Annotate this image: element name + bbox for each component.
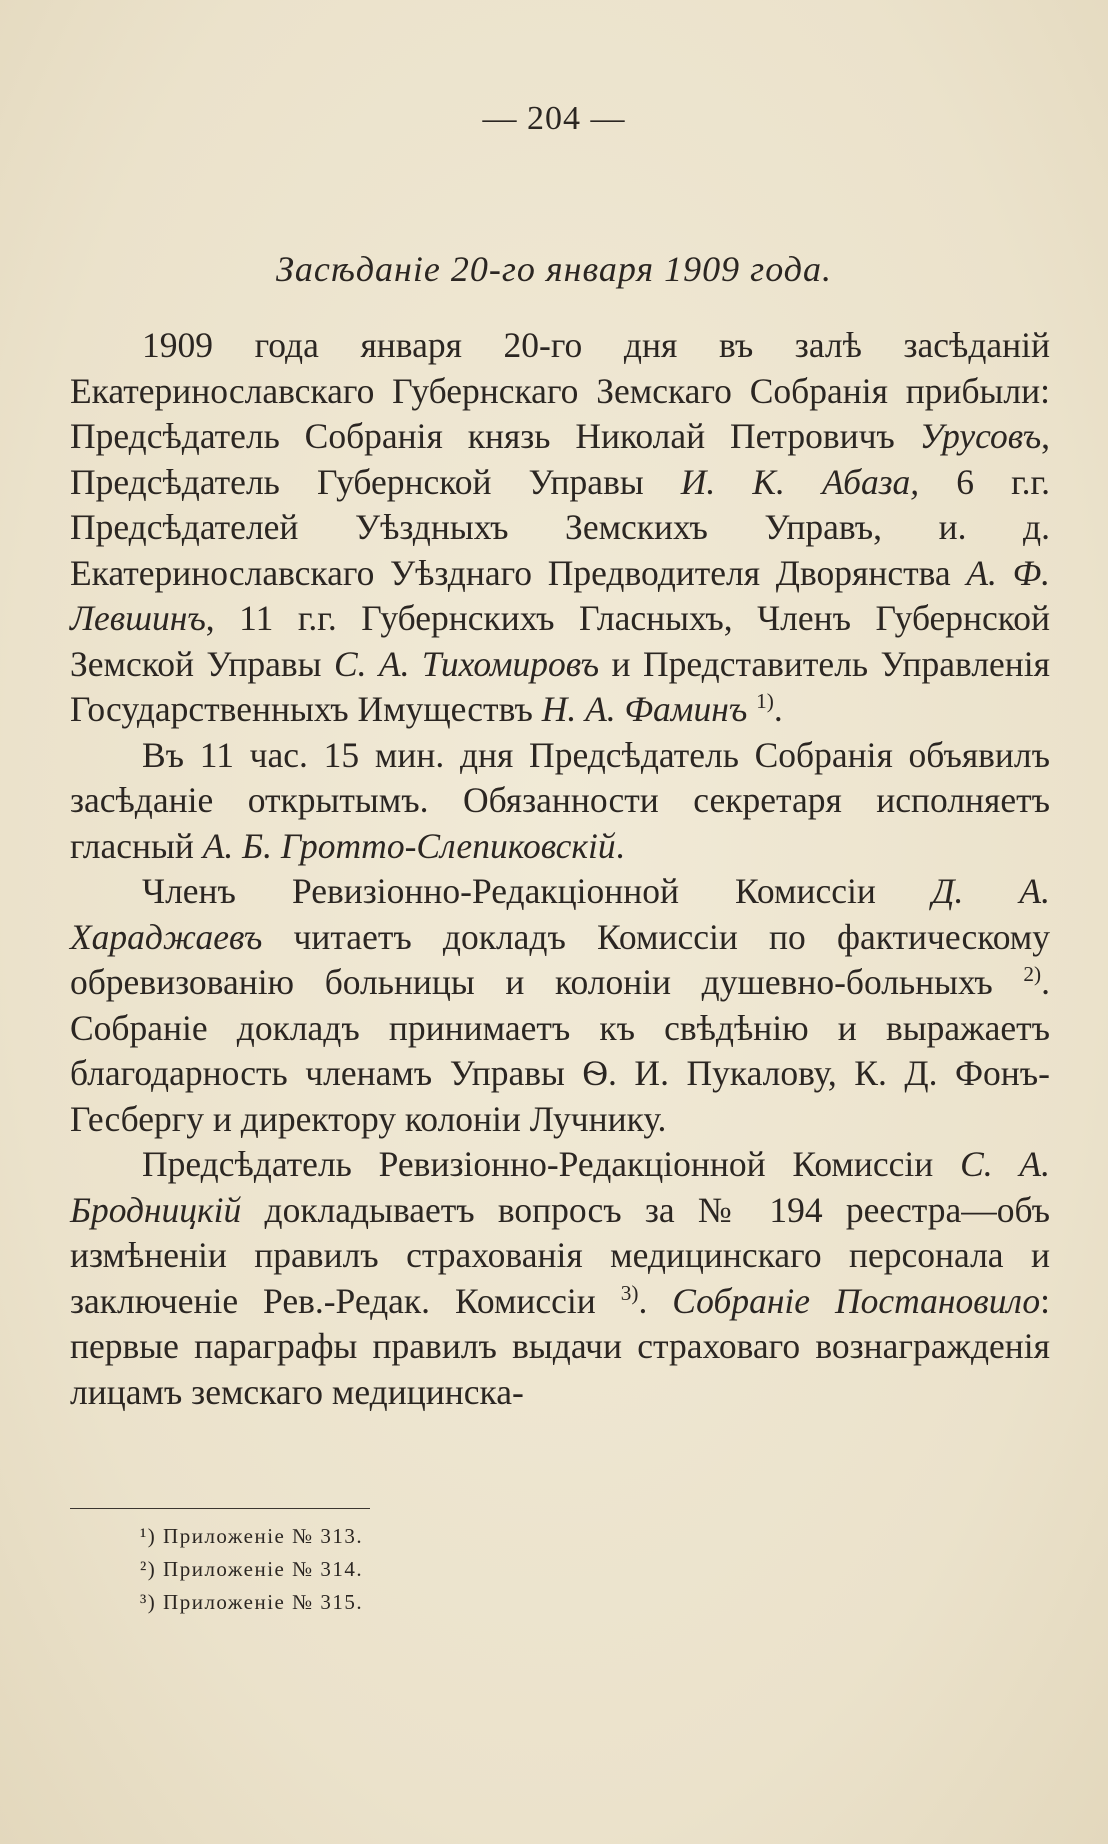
page-number: — 204 —: [482, 100, 626, 137]
text-segment: .: [638, 1280, 673, 1321]
footnote-divider: [70, 1508, 370, 1509]
footnote-ref: 2): [1023, 962, 1042, 987]
paragraph-3: [70, 869, 1050, 1142]
footnotes: [140, 1520, 740, 1619]
text-segment: 6 г.г. Предсѣдателей Уѣздныхъ Земскихъ Управъ, и. д. Екатеринославскаго Уѣзднаго Предводителя Дворянства: [70, 461, 1050, 593]
italic-name: С. А. Тихомировъ: [333, 643, 600, 684]
text-segment: Въ 11 час. 15 мин. дня Предсѣдатель Собранія объявилъ засѣданіе открытымъ. Обязанности секретаря исполняетъ гласный: [70, 734, 1050, 866]
paragraph-1: [70, 323, 1050, 733]
footnote-ref: 1): [756, 689, 774, 714]
text-segment: и Представитель Управленія Государственныхъ Имуществъ: [70, 643, 1050, 729]
text-segment: Предсѣдатель Ревизіонно-Редакціонной Комиссіи: [142, 1144, 961, 1184]
text-segment: .: [773, 689, 783, 729]
body-text: [70, 323, 1050, 1415]
paragraph-2: [70, 733, 1050, 870]
text-segment: , 11 г.г. Губернскихъ Гласныхъ, Членъ Губернской Земской Управы: [70, 598, 1050, 684]
italic-name: А. Ф. Левшинъ: [70, 552, 1051, 638]
text-segment: , Предсѣдатель Губернской Управы: [70, 416, 1050, 502]
text-segment: [747, 689, 756, 729]
footnote-ref: 3): [620, 1280, 639, 1305]
session-title: Засѣданіе 20-го января 1909 года.: [276, 249, 832, 289]
italic-name: Урусовъ: [919, 416, 1042, 456]
text-segment: : первые параграфы правилъ выдачи страховаго вознагражденія лицамъ земскаго медицинска-: [70, 1280, 1050, 1412]
italic-name: Собраніе Постановило: [672, 1280, 1041, 1321]
text-segment: читаетъ докладъ Комиссіи по фактическому обревизованію больницы и колоніи душевно-больныхъ: [70, 916, 1050, 1002]
text-segment: 1909 года января 20-го дня въ залѣ засѣданій Екатеринославскаго Губернскаго Земскаго Собранія прибыли: Предсѣдатель Собранія князь Николай Петровичъ: [70, 325, 1050, 456]
paragraph-4: [70, 1142, 1050, 1415]
text-segment: докладываетъ вопросъ за № 194 реестра—объ измѣненіи правилъ страхованія медицинскаго персонала и заключеніе Рев.-Редак. Комиссіи: [70, 1189, 1050, 1321]
italic-name: Н. А. Фаминъ: [541, 689, 748, 729]
footnote-1: ¹) Приложеніе № 313.: [140, 1524, 364, 1548]
italic-name: С. А. Бродницкій: [70, 1144, 1050, 1230]
footnote-3: ³) Приложеніе № 315.: [140, 1590, 364, 1614]
italic-name: И. К. Абаза,: [680, 461, 920, 502]
italic-name: А. Б. Гротто-Слепиковскій: [202, 825, 616, 866]
text-segment: Членъ Ревизіонно-Редакціонной Комиссіи: [142, 871, 932, 911]
italic-name: Д. А. Хараджаевъ: [70, 871, 1050, 957]
footnote-2: ²) Приложеніе № 314.: [140, 1557, 364, 1581]
text-segment: . Собраніе докладъ принимаетъ къ свѣдѣнію и выражаетъ благодарность членамъ Управы Ѳ. И. Пукалову, К. Д. Фонъ-Гесбергу и директору колоніи Лучнику.: [70, 962, 1050, 1139]
text-segment: .: [615, 825, 625, 866]
